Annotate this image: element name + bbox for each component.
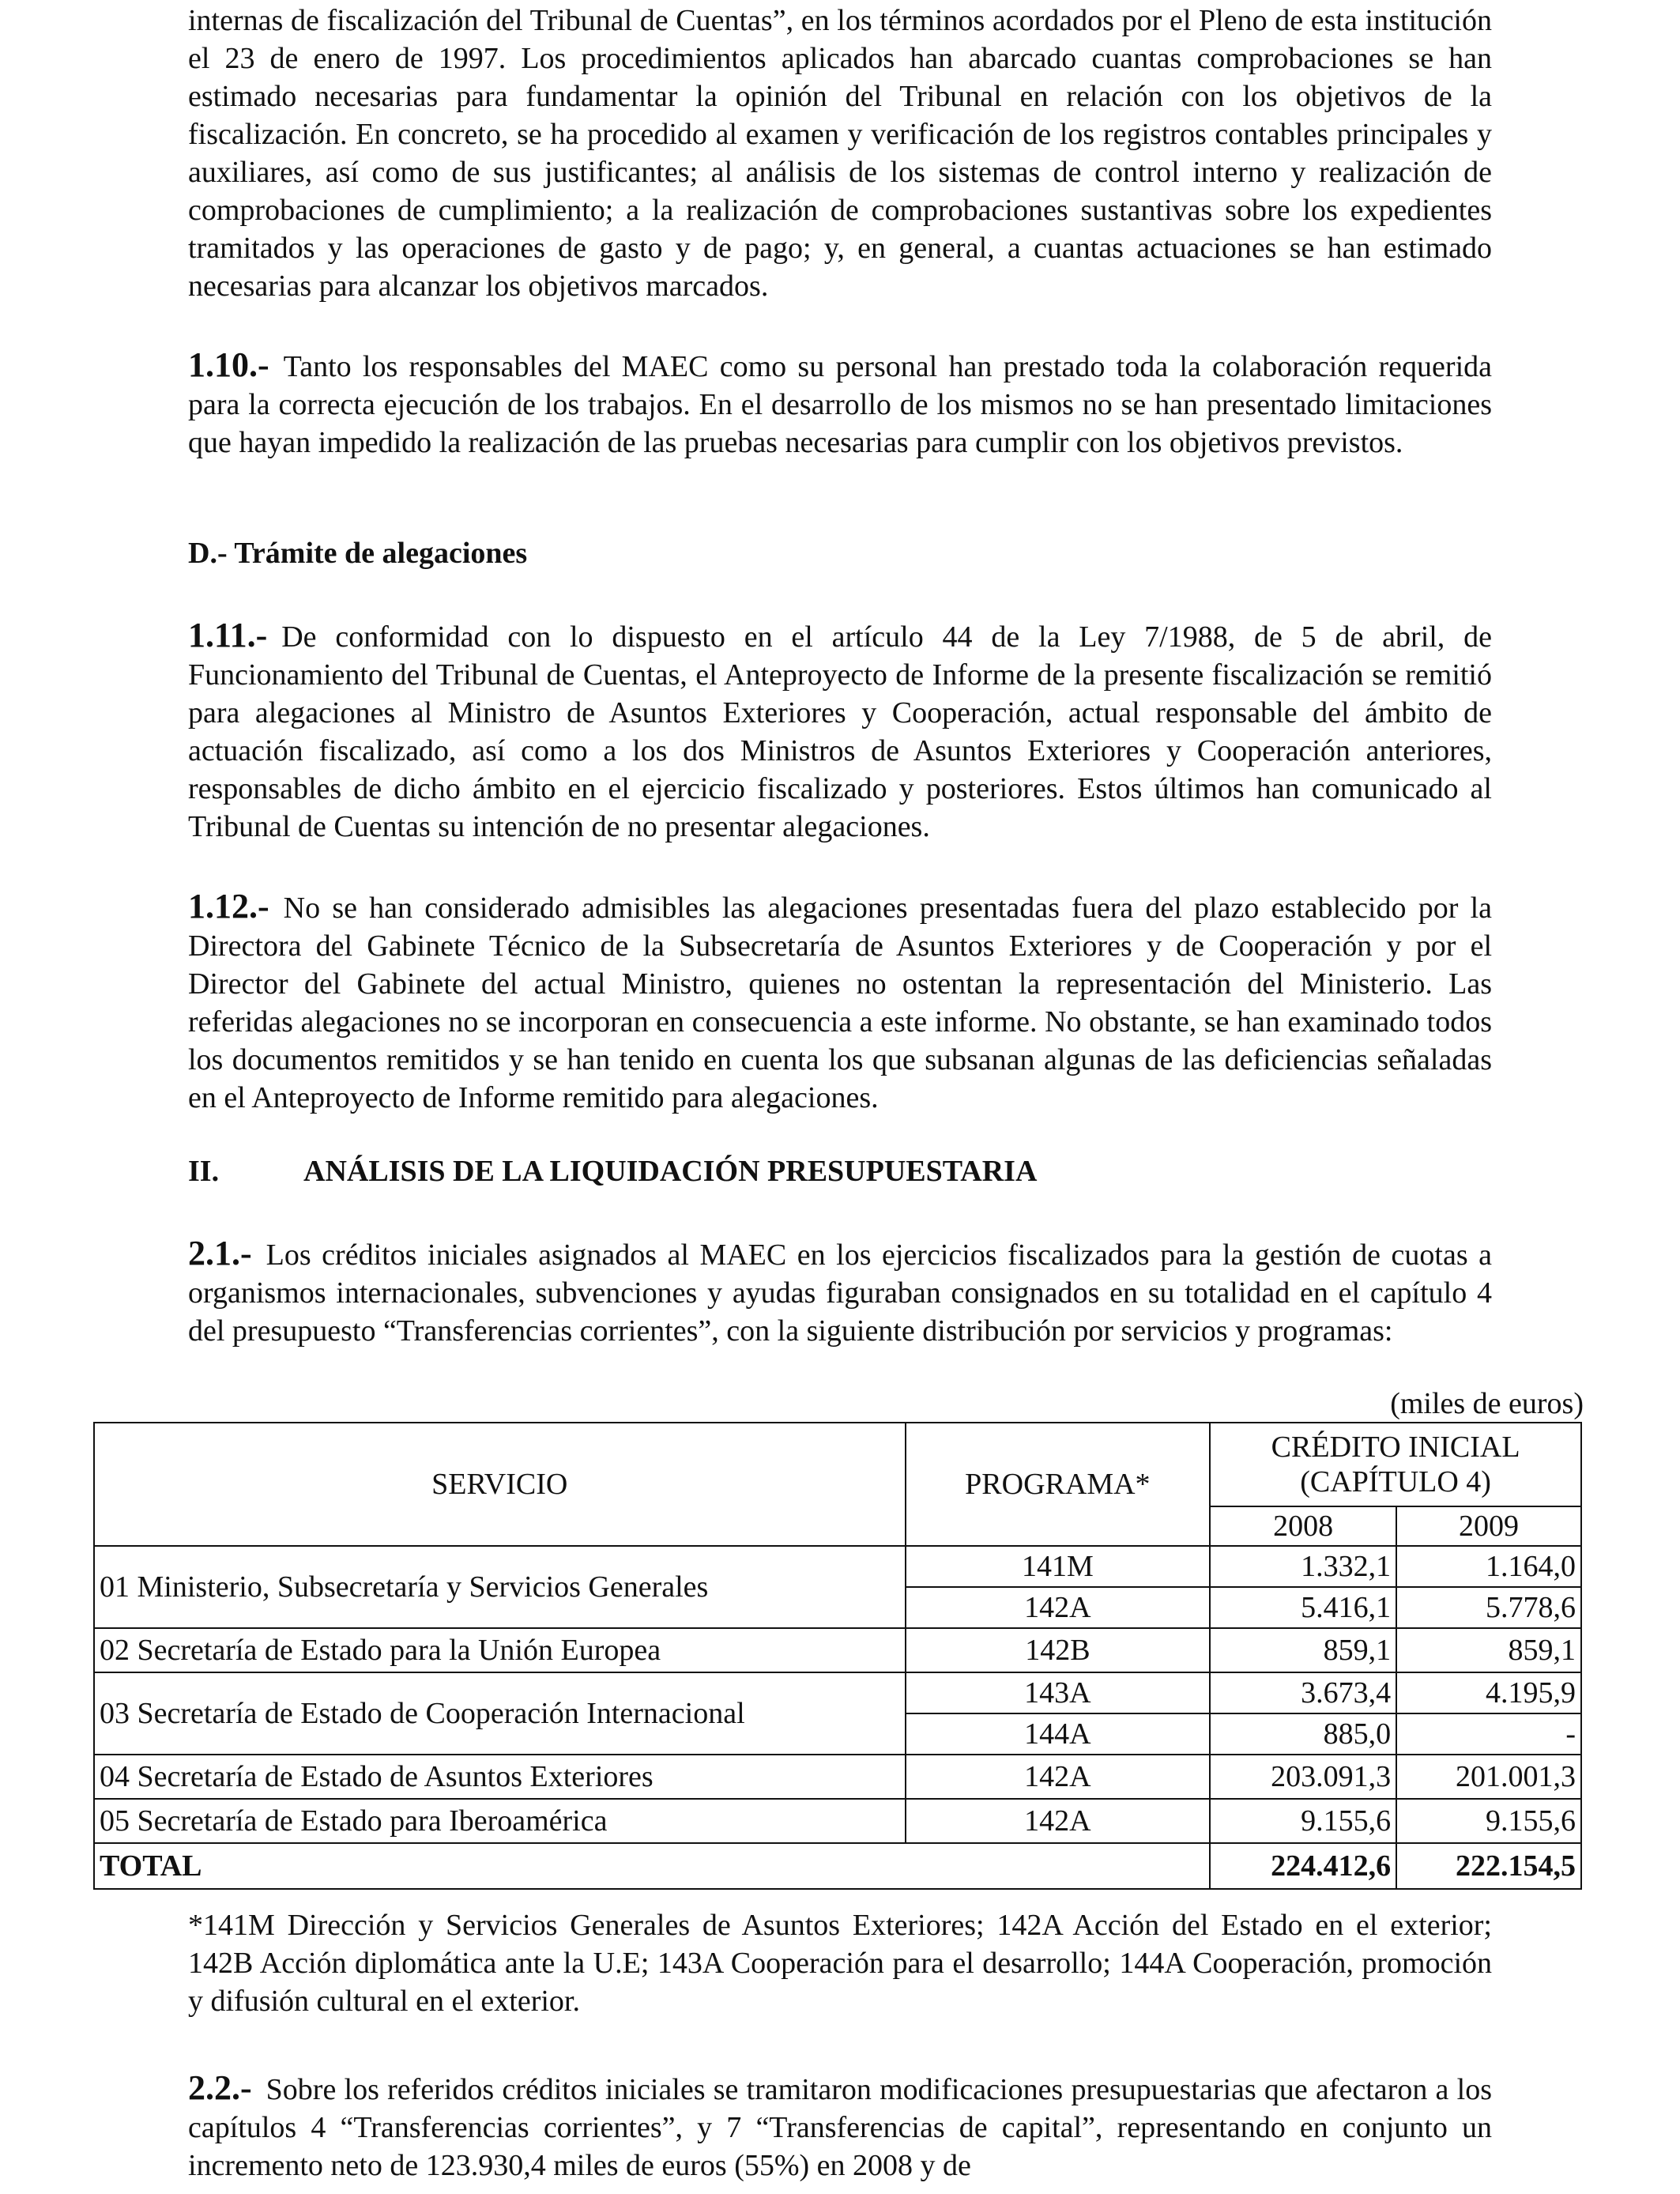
paragraph-number: 1.10.- bbox=[188, 345, 269, 384]
cell-programa: 142B bbox=[906, 1628, 1211, 1672]
cell-servicio: 01 Ministerio, Subsecretaría y Servicios Generales bbox=[94, 1546, 906, 1628]
paragraph-number: 1.11.- bbox=[188, 616, 268, 654]
header-year-2008: 2008 bbox=[1210, 1506, 1396, 1546]
cell-programa: 144A bbox=[906, 1713, 1211, 1755]
header-credito-inicial bbox=[1210, 1423, 1581, 1506]
cell-2008: 1.332,1 bbox=[1210, 1546, 1396, 1587]
paragraph-intro: internas de fiscalización del Tribunal de Cuentas”, en los términos acordados por el Pleno de esta institución el 23 de enero de 1997. Los procedimientos aplicados han abarcado cuantas comprobaciones se han estimado necesarias para fundamentar la opinión del Tribunal en relación con los objetivos de la fiscalización. En concreto, se ha procedido al examen y verificación de los registros contables principales y auxiliares, así como de sus justificantes; al análisis de los sistemas de control interno y realización de comprobaciones de cumplimiento; a la realización de comprobaciones sustantivas sobre los expedientes tramitados y las operaciones de gasto y de pago; y, en general, a cuantas actuaciones se han estimado necesarias para alcanzar los objetivos marcados. bbox=[188, 4, 1492, 303]
cell-2009: 201.001,3 bbox=[1396, 1755, 1581, 1799]
paragraph-text: Los créditos iniciales asignados al MAEC en los ejercicios fiscalizados para la gestión de cuotas a organismos internacionales, subvenciones y ayudas figuraban consignados en su totalidad en el capítulo 4 del presupuesto “Transferencias corrientes”, con la siguiente distribución por servicios y programas: bbox=[188, 1238, 1492, 1348]
cell-programa: 142A bbox=[906, 1755, 1211, 1799]
cell-2008: 859,1 bbox=[1210, 1628, 1396, 1672]
header-programa: PROGRAMA* bbox=[906, 1423, 1211, 1546]
credits-table bbox=[93, 1422, 1582, 1890]
table-row bbox=[94, 1546, 1581, 1587]
total-2009: 222.154,5 bbox=[1396, 1843, 1581, 1889]
paragraph-text: De conformidad con lo dispuesto en el artículo 44 de la Ley 7/1988, de 5 de abril, de Funcionamiento del Tribunal de Cuentas, el Anteproyecto de Informe de la presente fiscalización se remitió para alegaciones al Ministro de Asuntos Exteriores y Cooperación, actual responsable del ámbito de actuación fiscalizado, así como a los dos Ministros de Asuntos Exteriores y Cooperación anteriores, responsables de dicho ámbito en el ejercicio fiscalizado y posteriores. Estos últimos han comunicado al Tribunal de Cuentas su intención de no presentar alegaciones. bbox=[188, 620, 1492, 843]
table-row bbox=[94, 1672, 1581, 1713]
header-servicio: SERVICIO bbox=[94, 1423, 906, 1546]
cell-servicio: 02 Secretaría de Estado para la Unión Europea bbox=[94, 1628, 906, 1672]
paragraph-number: 1.12.- bbox=[188, 887, 269, 925]
paragraph-text: No se han considerado admisibles las alegaciones presentadas fuera del plazo establecido por la Directora del Gabinete Técnico de la Subsecretaría de Asuntos Exteriores y de Cooperación y por el Director del Gabinete del actual Ministro, quienes no ostentan la representación del Ministerio. Las referidas alegaciones no se incorporan en consecuencia a este informe. No obstante, se han examinado todos los documentos remitidos y se han tenido en cuenta los que subsanan algunas de las deficiencias señaladas en el Anteproyecto de Informe remitido para alegaciones. bbox=[188, 892, 1492, 1114]
cell-2009: 9.155,6 bbox=[1396, 1799, 1581, 1843]
cell-2009: 859,1 bbox=[1396, 1628, 1581, 1672]
total-2008: 224.412,6 bbox=[1210, 1843, 1396, 1889]
cell-programa: 143A bbox=[906, 1672, 1211, 1713]
table-header-row bbox=[94, 1423, 1581, 1506]
cell-servicio: 05 Secretaría de Estado para Iberoamérica bbox=[94, 1799, 906, 1843]
paragraph-number: 2.1.- bbox=[188, 1234, 252, 1272]
cell-programa: 142A bbox=[906, 1587, 1211, 1628]
cell-programa: 142A bbox=[906, 1799, 1211, 1843]
header-year-2009: 2009 bbox=[1396, 1506, 1581, 1546]
cell-servicio: 04 Secretaría de Estado de Asuntos Exteriores bbox=[94, 1755, 906, 1799]
table-row bbox=[94, 1755, 1581, 1799]
cell-2009: 5.778,6 bbox=[1396, 1587, 1581, 1628]
paragraph-1-10 bbox=[188, 346, 1492, 462]
header-credito-line1: CRÉDITO INICIAL bbox=[1271, 1431, 1520, 1464]
section-title: ANÁLISIS DE LA LIQUIDACIÓN PRESUPUESTARIA bbox=[303, 1155, 1038, 1188]
cell-2008: 9.155,6 bbox=[1210, 1799, 1396, 1843]
paragraph-1-11 bbox=[188, 616, 1492, 846]
paragraph-2-2 bbox=[188, 2069, 1492, 2185]
table-footnote: *141M Dirección y Servicios Generales de Asuntos Exteriores; 142A Acción del Estado en el exterior; 142B Acción diplomática ante la U.E; 143A Cooperación para el desarrollo; 144A Cooperación, promoción y difusión cultural en el exterior. bbox=[188, 1909, 1492, 2018]
cell-2009: - bbox=[1396, 1713, 1581, 1755]
table-row bbox=[94, 1799, 1581, 1843]
table-total-row bbox=[94, 1843, 1581, 1889]
section-roman-numeral: II. bbox=[188, 1155, 220, 1188]
cell-2008: 203.091,3 bbox=[1210, 1755, 1396, 1799]
cell-2008: 5.416,1 bbox=[1210, 1587, 1396, 1628]
cell-2009: 4.195,9 bbox=[1396, 1672, 1581, 1713]
table-units-label: (miles de euros) bbox=[1390, 1387, 1584, 1420]
cell-2009: 1.164,0 bbox=[1396, 1546, 1581, 1587]
cell-2008: 885,0 bbox=[1210, 1713, 1396, 1755]
cell-programa: 141M bbox=[906, 1546, 1211, 1587]
paragraph-number: 2.2.- bbox=[188, 2068, 252, 2107]
cell-servicio: 03 Secretaría de Estado de Cooperación Internacional bbox=[94, 1672, 906, 1755]
table-row bbox=[94, 1628, 1581, 1672]
paragraph-1-12 bbox=[188, 888, 1492, 1117]
section-heading-d: D.- Trámite de alegaciones bbox=[188, 537, 528, 570]
section-heading-ii bbox=[188, 1152, 1037, 1190]
paragraph-text: Tanto los responsables del MAEC como su personal han prestado toda la colaboración requerida para la correcta ejecución de los trabajos. En el desarrollo de los mismos no se han presentado limitaciones que hayan impedido la realización de las pruebas necesarias para cumplir con los objetivos previstos. bbox=[188, 350, 1492, 459]
total-label: TOTAL bbox=[94, 1843, 1210, 1889]
header-credito-line2: (CAPÍTULO 4) bbox=[1300, 1465, 1491, 1498]
paragraph-text: Sobre los referidos créditos iniciales se tramitaron modificaciones presupuestarias que afectaron a los capítulos 4 “Transferencias corrientes”, y 7 “Transferencias de capital”, representando en conjunto un incremento neto de 123.930,4 miles de euros (55%) en 2008 y de bbox=[188, 2073, 1492, 2182]
paragraph-2-1 bbox=[188, 1235, 1492, 1350]
cell-2008: 3.673,4 bbox=[1210, 1672, 1396, 1713]
